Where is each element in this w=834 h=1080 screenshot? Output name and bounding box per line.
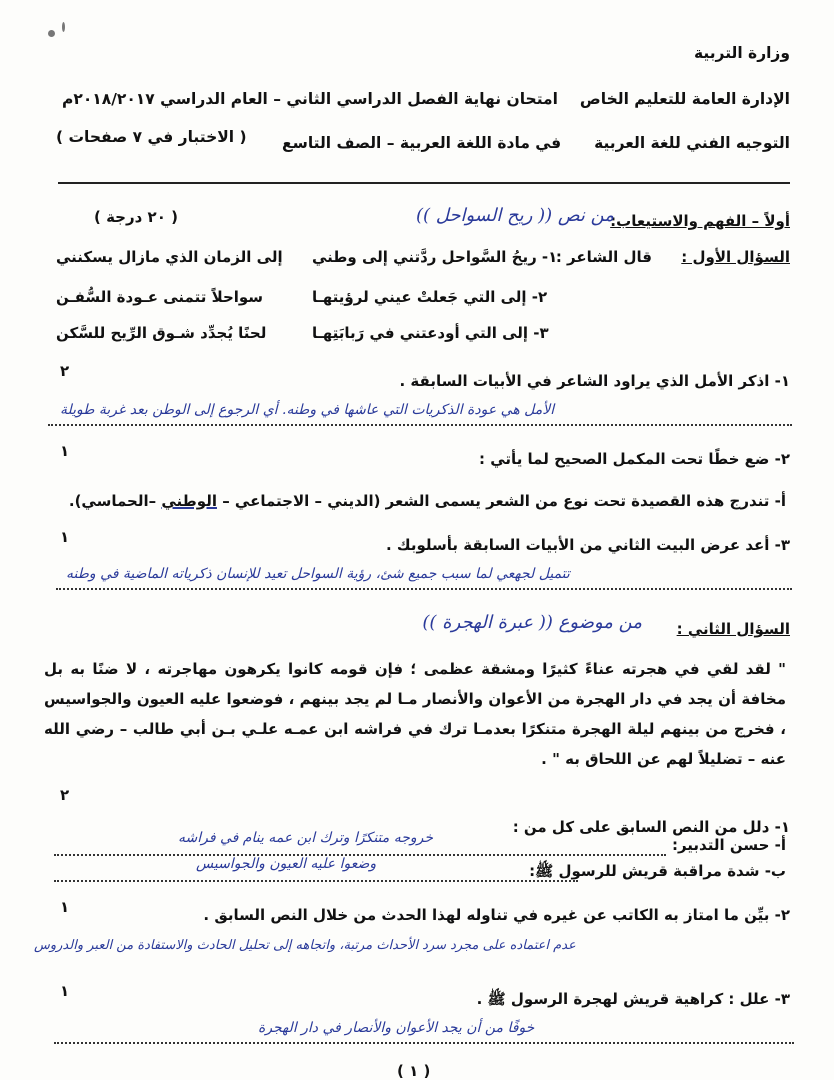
q2-item3-mark: ١	[60, 982, 70, 1000]
header-divider	[58, 182, 790, 184]
section-handnote: من نص (( ريح السواحل ))	[415, 205, 614, 226]
q1-item3-answer: تتميل لجهعي لما سبب جميع شئ، رؤية السواحل تعيد للإنسان ذكرياته الماضية في وطنه	[66, 566, 570, 582]
verse-3-right: ٣- إلى التي أودعتني في رَبابَتِهـا	[312, 324, 549, 342]
q1-choice-underlined: الوطني	[161, 492, 217, 510]
question-label: السؤال الثاني :	[676, 620, 790, 638]
page-number: ( ١ )	[397, 1062, 431, 1080]
supervision-name: التوجيه الفني للغة العربية	[594, 134, 790, 152]
department-name: الإدارة العامة للتعليم الخاص	[579, 90, 790, 108]
q1-item2-text: ٢- ضع خطًا تحت المكمل الصحيح لما يأتي :	[479, 450, 790, 468]
q1-item3-mark: ١	[60, 528, 70, 546]
q2-sub-b-answer: وضعوا عليه العيون والجواسيس	[196, 856, 377, 872]
scan-speck	[48, 30, 55, 37]
scan-speck	[62, 22, 65, 32]
q2-passage: " لقد لقي في هجرته عناءً كثيرًا ومشقة عظمى ؛ فإن قومه كانوا يكرهون مهاجرته ، لا ضنًا به بل مخافة أن يجد في دار الهجرة من الأعوان والأنصار مـا لم يجد بينهم ، فوضعوا عليه العيون والجواسيس ، فخرج من بينهم ليلة الهجرة متنكرًا بعدمـا ترك في فراشه ابن عمـه علـي بـن أبي طالب – رضي الله عنه – تضليلاً لهم عن اللحاق به " .	[44, 660, 786, 768]
q2-item3-text: ٣- علل : كراهية قريش لهجرة الرسول ﷺ .	[476, 990, 790, 1008]
q1-item1-mark: ٢	[60, 362, 70, 380]
verse-2-left: سواحلاً تتمنى عـودة السُّفـن	[56, 288, 264, 306]
q1-item2-mark: ١	[60, 442, 70, 460]
answer-line	[54, 880, 578, 882]
verse-3-left: لحنًا يُجدِّد شـوق الرِّيح للسَّكن	[56, 324, 267, 342]
q2-handnote: من موضوع (( عبرة الهجرة ))	[422, 612, 642, 633]
verse-1-right: ١- ريحُ السَّواحل ردَّتني إلى وطني	[312, 248, 558, 266]
q1-choice-line	[69, 492, 786, 510]
q1-item3-text: ٣- أعد عرض البيت الثاني من الأبيات السابقة بأسلوبك .	[385, 536, 790, 554]
ministry-name: وزارة التربية	[694, 44, 790, 62]
q2-item3-answer: خوفًا من أن يجد الأعوان والأنصار في دار الهجرة	[258, 1020, 535, 1036]
answer-line	[54, 1042, 794, 1044]
q2-item2-answer: عدم اعتماده على مجرد سرد الأحداث مرتبة، واتجاهه إلى تحليل الحادث والاستفادة من العبر والدروس	[34, 938, 576, 953]
q2-sub-a-text: أ- حسن التدبير:	[671, 836, 786, 854]
section-title: أولاً – الفهم والاستيعاب:	[610, 212, 790, 230]
question-label: السؤال الأول :	[681, 248, 790, 266]
q2-item1-text: ١- دلل من النص السابق على كل من :	[512, 818, 790, 836]
page-count: ( الاختبار في ٧ صفحات )	[56, 128, 247, 146]
section-grade: ( ٢٠ درجة )	[94, 208, 178, 226]
q2-item2-text: ٢- بيِّن ما امتاز به الكاتب عن غيره في تناوله لهذا الحدث من خلال النص السابق .	[203, 906, 790, 924]
answer-line	[56, 588, 792, 590]
q1-choice-prefix: أ- تندرج هذه القصيدة تحت نوع من الشعر يسمى الشعر (الديني – الاجتماعي –	[216, 492, 786, 510]
q1-choice-suffix: –الحماسي).	[68, 492, 162, 510]
exam-title: امتحان نهاية الفصل الدراسي الثاني – العام الدراسي ٢٠١٨/٢٠١٧م	[62, 90, 558, 108]
q2-sub-a-answer: خروجه متنكرًا وترك ابن عمه ينام في فراشه	[178, 830, 434, 846]
q1-item1-answer: الأمل هي عودة الذكريات التي عاشها في وطنه. أي الرجوع إلى الوطن بعد غربة طويلة	[60, 402, 555, 418]
subject-line: في مادة اللغة العربية – الصف التاسع	[282, 134, 562, 152]
q2-item2-mark: ١	[60, 898, 70, 916]
verse-1-left: إلى الزمان الذي مازال يسكنني	[56, 248, 283, 266]
q1-item1-text: ١- اذكر الأمل الذي يراود الشاعر في الأبيات السابقة .	[399, 372, 790, 390]
answer-line	[48, 424, 792, 426]
verse-intro: قال الشاعر :	[555, 248, 652, 266]
verse-2-right: ٢- إلى التي جَعلتْ عيني لرؤيتهـا	[312, 288, 548, 306]
q2-sub-b-text: ب- شدة مراقبة قريش للرسول ﷺ:	[529, 862, 786, 880]
q2-item1-mark: ٢	[60, 786, 70, 804]
